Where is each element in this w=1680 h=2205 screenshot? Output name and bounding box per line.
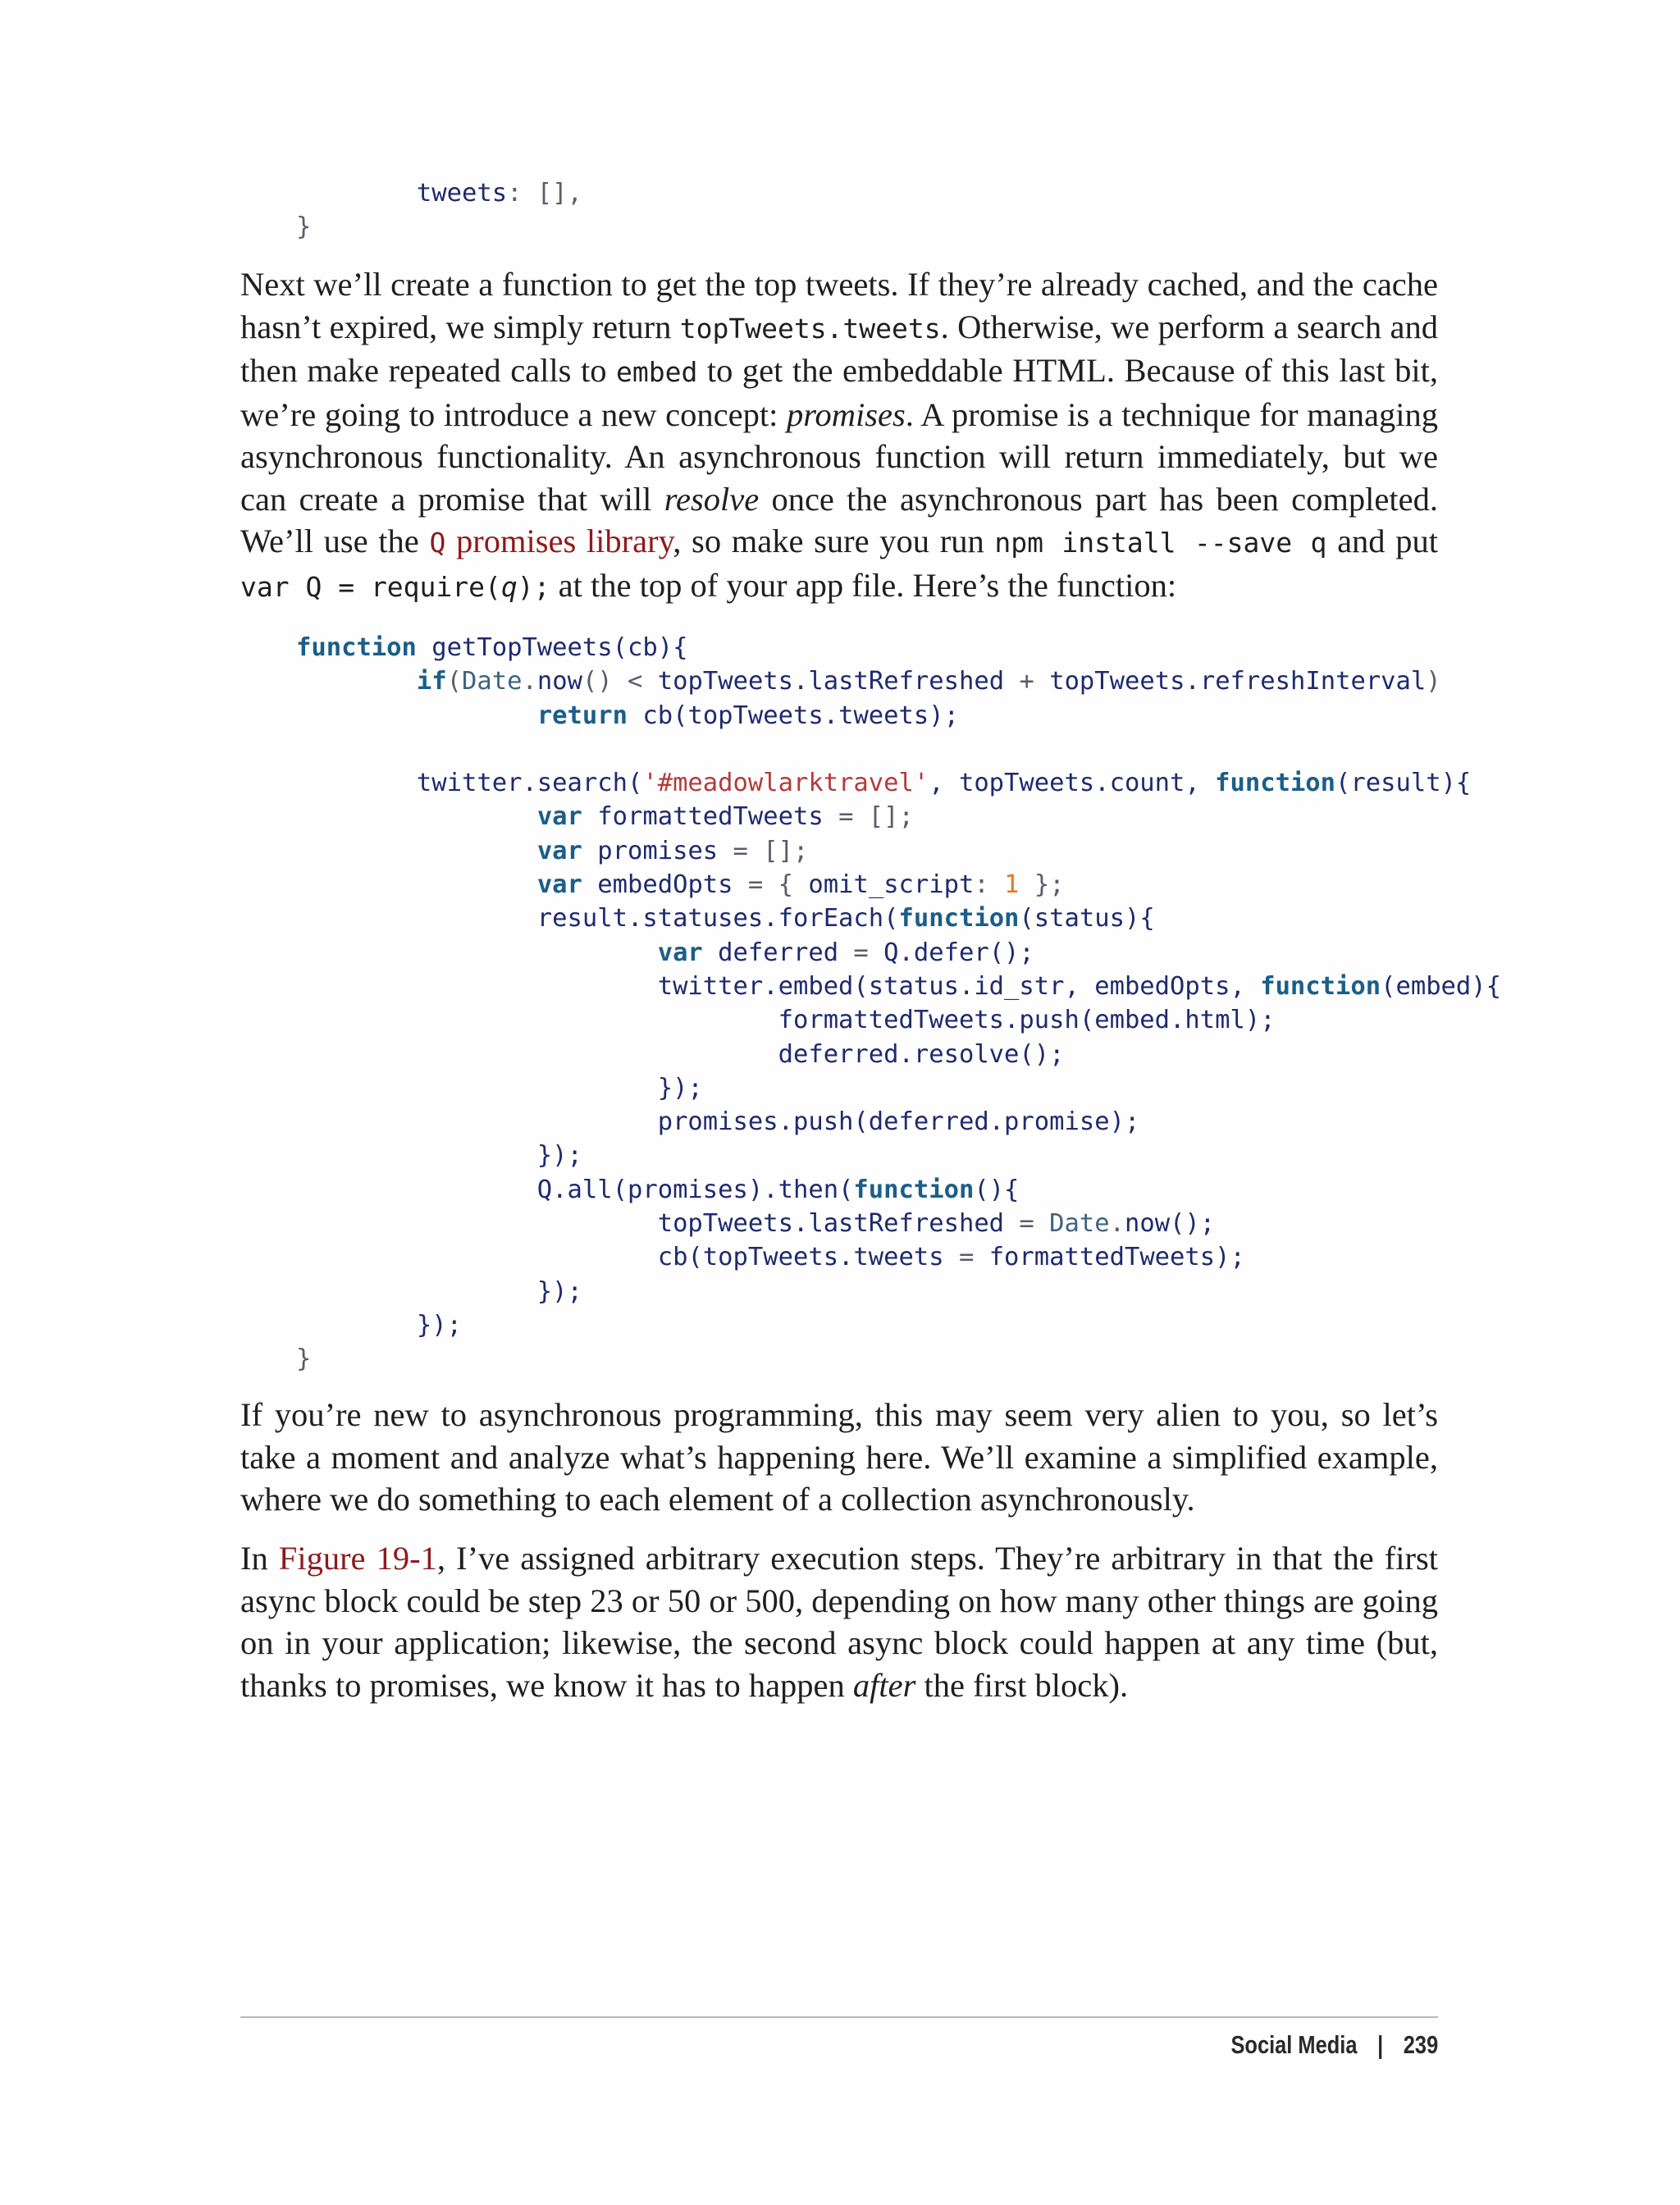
text: and put xyxy=(1326,523,1438,559)
figure-19-1-link[interactable]: Figure 19-1 xyxy=(278,1540,437,1577)
code-token: }; xyxy=(1019,870,1065,900)
code-token xyxy=(296,735,311,764)
code-line xyxy=(296,902,1501,935)
code-token: deferred.resolve(); xyxy=(296,1039,1065,1069)
page-number: 239 xyxy=(1403,2030,1438,2059)
code-line xyxy=(296,699,1501,733)
emphasis: resolve xyxy=(664,480,760,518)
code-token: (){ xyxy=(974,1175,1020,1204)
code-token: Q.all(promises).then( xyxy=(296,1175,854,1204)
text: , I’ve assigned arbitrary execution steps. They’re arbitrary in that the first async block could be step 23 or 50 or 500, depending on how many other things are going on in your application; likewise, the second async block could happen at any time (but, thanks to promises, we know it has to happen xyxy=(240,1540,1438,1704)
code-token: omit_script xyxy=(808,870,975,900)
code-line xyxy=(296,1003,1501,1037)
code-token: topTweets.lastRefreshed xyxy=(296,1209,1005,1239)
code-token: = { xyxy=(733,870,809,900)
code-line xyxy=(296,733,1501,766)
code-token: = xyxy=(943,1243,989,1272)
paragraph-figure-steps xyxy=(240,1537,1438,1706)
link-code: Q xyxy=(429,527,446,559)
inline-code: npm install --save q xyxy=(994,527,1327,559)
code-line xyxy=(296,1240,1501,1274)
code-token: . xyxy=(1109,1209,1125,1239)
code-token xyxy=(296,802,537,831)
code-line xyxy=(296,1105,1501,1139)
text: In xyxy=(240,1540,279,1577)
code-token: twitter.embed(status.id_str, embedOpts, xyxy=(296,971,1261,1001)
code-token: (result){ xyxy=(1335,769,1472,798)
section-title: Social Media xyxy=(1230,2030,1358,2059)
code-token: . xyxy=(522,667,537,696)
code-token: (status){ xyxy=(1019,904,1155,934)
code-token: promises xyxy=(582,836,719,865)
code-token: var xyxy=(536,870,582,900)
page-footer xyxy=(1230,2030,1438,2060)
code-line xyxy=(296,766,1501,800)
code-token: var xyxy=(536,802,582,832)
code-token xyxy=(296,938,658,967)
code-token: (embed){ xyxy=(1381,971,1502,1001)
inline-code-part: ); xyxy=(517,570,550,603)
text: to get the embeddable HTML. Because of this last bit, we’re going to introduce a new concept: xyxy=(240,352,1439,433)
footer-rule xyxy=(240,2016,1438,2018)
code-token: function xyxy=(898,904,1020,934)
code-token: = xyxy=(838,938,884,967)
code-token: () < xyxy=(582,667,658,696)
code-token: promises.push(deferred.promise); xyxy=(296,1107,1140,1137)
text: . A promise is a technique for managing asynchronous functionality. An asynchronous function will return immediately, but we can create a promise that will xyxy=(240,395,1438,518)
code-line xyxy=(296,631,1501,664)
code-token: formattedTweets xyxy=(582,802,824,832)
code-line xyxy=(296,970,1501,1003)
code-token: = []; xyxy=(823,802,914,832)
code-token: : xyxy=(974,870,1005,900)
code-token: topTweets.lastRefreshed xyxy=(657,667,1005,696)
code-line xyxy=(296,834,1501,868)
code-token: = []; xyxy=(718,836,809,865)
code-token xyxy=(296,837,537,865)
inline-code xyxy=(240,571,550,603)
code-line xyxy=(296,1275,1501,1308)
code-token: function xyxy=(853,1175,975,1204)
code-token: Date xyxy=(1049,1209,1110,1239)
code-token: } xyxy=(296,212,312,242)
code-line xyxy=(296,1139,1501,1172)
text: once the asynchronous part has been completed. We’ll use the xyxy=(240,480,1438,559)
code-line xyxy=(296,664,1501,698)
text: Next we’ll create a function to get the top tweets. If they’re already cached, and the cache hasn’t expired, we simply return xyxy=(240,266,1438,345)
code-token: }); xyxy=(296,1141,582,1171)
code-token: now xyxy=(536,667,582,696)
emphasis: promises xyxy=(787,395,906,433)
code-token: getTopTweets(cb){ xyxy=(416,633,688,662)
code-token: return xyxy=(536,701,628,730)
code-line xyxy=(296,1207,1501,1240)
text: . Otherwise, we perform a search and then make repeated calls to xyxy=(240,308,1438,389)
code-line xyxy=(296,1071,1501,1105)
code-line xyxy=(296,1173,1501,1207)
paragraph-async-intro xyxy=(240,1394,1438,1521)
code-token: cb(topTweets.tweets xyxy=(296,1243,944,1272)
code-token: ( xyxy=(446,667,463,696)
inline-code-part: q xyxy=(500,570,518,603)
code-block-top xyxy=(296,176,582,244)
code-line xyxy=(296,800,1501,833)
code-token: , topTweets.count, xyxy=(929,769,1216,798)
code-token: }); xyxy=(296,1310,462,1340)
code-token: } xyxy=(296,1344,312,1374)
code-token: function xyxy=(296,633,417,662)
code-token: result.statuses.forEach( xyxy=(296,904,899,934)
code-token: cb(topTweets.tweets); xyxy=(628,701,959,730)
paragraph-text: If you’re new to asynchronous programming, this may seem very alien to you, so let’s take a moment and analyze what’s happening here. We’ll examine a simplified example, where we do something to each element of a collection asynchronously. xyxy=(240,1396,1438,1518)
paragraph-promises-intro xyxy=(240,263,1438,608)
code-token: '#meadowlarktravel' xyxy=(642,769,929,798)
emphasis: after xyxy=(852,1666,916,1704)
code-line xyxy=(296,1342,1501,1376)
code-token: Q.defer(); xyxy=(883,938,1034,967)
code-token: }); xyxy=(296,1276,582,1306)
code-line xyxy=(296,1308,1501,1342)
code-token: var xyxy=(657,938,703,967)
code-token: deferred xyxy=(702,938,839,967)
code-token: function xyxy=(1215,769,1336,798)
code-token xyxy=(296,701,537,730)
code-line xyxy=(296,868,1501,902)
footer-separator: | xyxy=(1376,2030,1383,2059)
code-token: Date xyxy=(462,667,523,696)
inline-code: embed xyxy=(616,356,698,388)
q-library-link[interactable] xyxy=(429,523,673,559)
code-token: tweets xyxy=(296,179,508,208)
code-token: twitter.search( xyxy=(296,769,643,798)
code-block-get-top-tweets xyxy=(296,631,1501,1376)
code-token: now(); xyxy=(1124,1209,1216,1239)
code-token: + xyxy=(1004,667,1050,696)
code-token: function xyxy=(1260,971,1381,1001)
code-token: formattedTweets.push(embed.html); xyxy=(296,1006,1276,1035)
inline-code-part: var Q = require( xyxy=(240,570,501,603)
code-line xyxy=(296,1038,1501,1071)
code-line xyxy=(296,176,582,210)
text: , so make sure you run xyxy=(673,523,995,559)
code-token: formattedTweets); xyxy=(988,1243,1245,1272)
code-token: var xyxy=(536,836,582,865)
text: at the top of your app file. Here’s the function: xyxy=(550,566,1177,604)
code-token xyxy=(296,870,537,899)
code-token: 1 xyxy=(1004,870,1020,900)
code-token: if xyxy=(416,667,447,696)
inline-code: topTweets.tweets xyxy=(679,312,941,345)
code-token: ) xyxy=(1426,667,1441,696)
code-token xyxy=(296,667,417,696)
code-token: embedOpts xyxy=(582,870,733,900)
code-token: = xyxy=(1004,1209,1050,1239)
code-line xyxy=(296,210,582,244)
link-text: promises library xyxy=(445,523,673,559)
code-token: : [], xyxy=(507,179,582,208)
code-token: }); xyxy=(296,1073,703,1102)
text: the first block). xyxy=(915,1666,1129,1704)
code-line xyxy=(296,936,1501,970)
code-token: topTweets.refreshInterval xyxy=(1049,667,1427,696)
